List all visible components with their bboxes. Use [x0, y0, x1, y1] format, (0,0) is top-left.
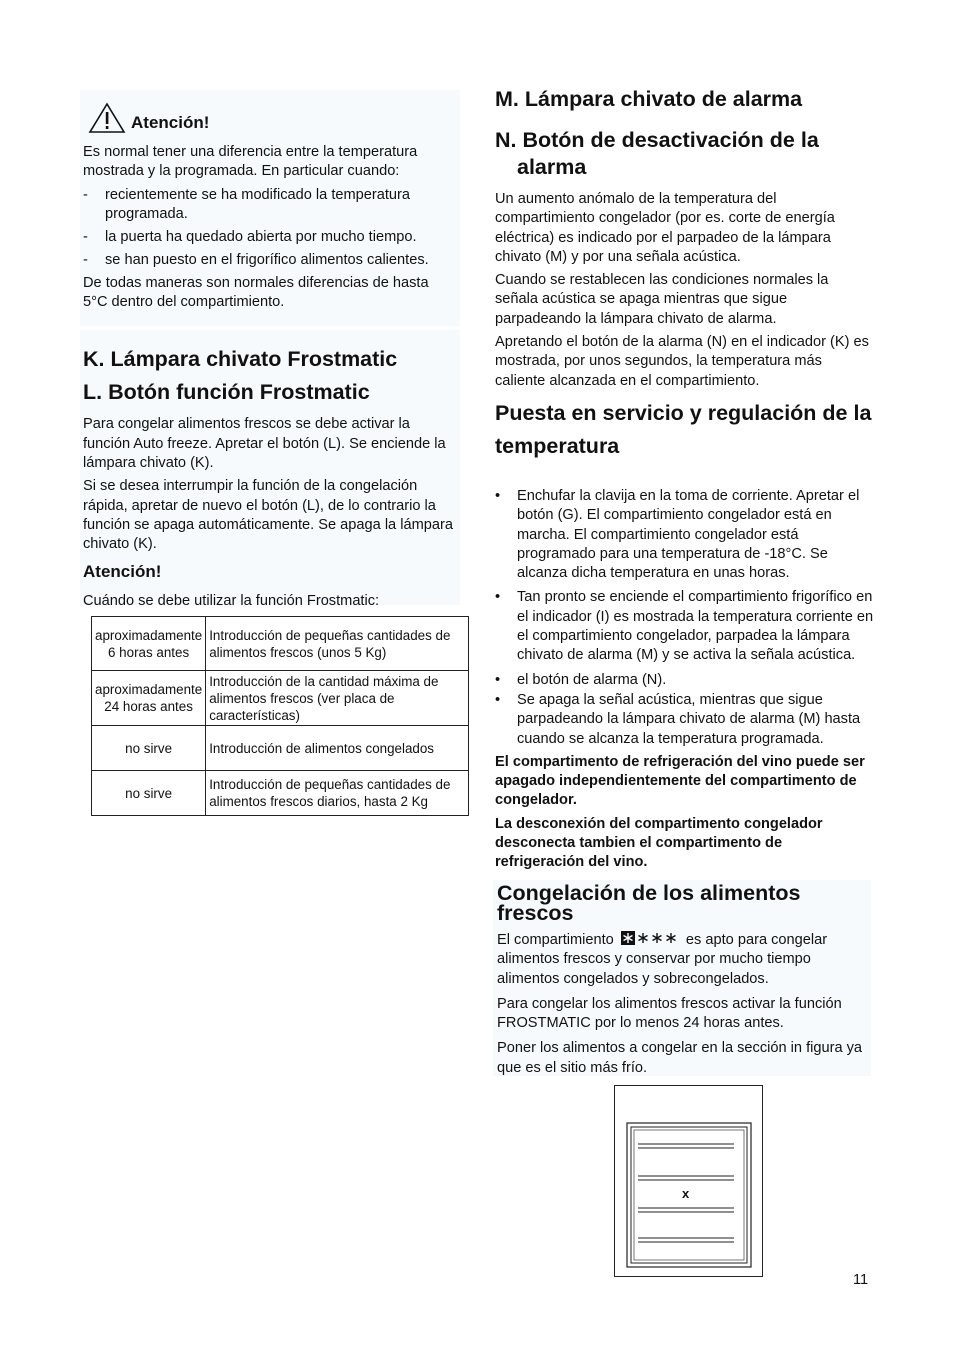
freezer-figure [614, 1085, 763, 1277]
table-cell: no sirve [92, 726, 206, 771]
list-item: - la puerta ha quedado abierta por mucho tiempo. [83, 229, 417, 246]
wine-note-2: La desconexión del compartimento congelador desconecta tambien el compartimento de refrigeración del vino. [495, 815, 823, 871]
heading-m: M. Lámpara chivato de alarma [495, 87, 803, 111]
frostmatic-table [91, 616, 469, 816]
wine-note-1: El compartimento de refrigeración del vino puede ser apagado independientemente del compartimento de congelador. [495, 753, 865, 809]
attention-2-title: Atención! [83, 562, 162, 582]
table-cell: Introducción de alimentos congelados [206, 726, 469, 771]
list-item: • Tan pronto se enciende el compartimiento frigorífico en el indicador (I) es mostrada la temperatura corriente en el compartimiento congelador, parpadea la lámpara chivato de alarma (M) y se activa la señala acústica. [495, 589, 874, 664]
congelacion-para-2: Para congelar los alimentos frescos activar la función FROSTMATIC por lo menos 24 horas antes. [497, 995, 842, 1032]
list-item: • Enchufar la clavija en la toma de corriente. Apretar el botón (G). El compartimiento congelador está en marcha. El compartimiento congelador está programado para una temperatura de -18°C. Se alcanza dicha temperatura en unas horas. [495, 487, 860, 582]
table-cell: aproximadamente 24 horas antes [92, 671, 206, 726]
attention-list [83, 186, 455, 271]
attention-title: Atención! [131, 113, 210, 132]
list-item: - se han puesto en el frigorífico alimentos calientes. [83, 252, 429, 269]
four-star-freezer-icon [621, 931, 679, 945]
figure-mark: x [682, 1186, 690, 1201]
heading-congelacion: Congelación de los alimentos frescos [497, 881, 801, 925]
frostmatic-para-2: Si se desea interrumpir la función de la congelación rápida, apretar de nuevo el botón (L), de lo contrario la función se apaga automáticamente. Se apaga la lámpara chivato (K). [83, 478, 453, 553]
right-column [495, 86, 875, 873]
alarm-para-3: Apretando el botón de la alarma (N) en el indicador (K) es mostrada, por unos segundos, la temperatura más caliente alcanzada en el compartimiento. [495, 334, 869, 389]
startup-list [495, 487, 875, 749]
congelacion-section [497, 883, 869, 1078]
attention-heading [83, 98, 455, 134]
alarm-para-2: Cuando se restablecen las condiciones normales la señala acústica se apaga mientras que sigue parpadeando la lámpara chivato de alarma. [495, 272, 829, 327]
table-cell: no sirve [92, 771, 206, 816]
heading-l: L. Botón función Frostmatic [83, 380, 370, 405]
table-cell: Introducción de pequeñas cantidades de alimentos frescos (unos 5 Kg) [206, 617, 469, 671]
frostmatic-para-1: Para congelar alimentos frescos se debe activar la función Auto freeze. Apretar el botón (L). Se enciende la lámpara chivato (K). [83, 416, 446, 471]
heading-n: N. Botón de desactivación de la alarma [495, 128, 819, 179]
list-item: • Se apaga la señal acústica, mientras que sigue parpadeando la lámpara chivato de alarma (M) hasta cuando se alcanza la temperatura programada. [495, 691, 861, 747]
table-cell: Introducción de pequeñas cantidades de alimentos frescos diarios, hasta 2 Kg [206, 771, 469, 816]
table-cell: aproximadamente 6 horas antes [92, 617, 206, 671]
table-row [92, 726, 469, 771]
congelacion-para-3: Poner los alimentos a congelar en la sección in figura ya que es el sitio más frío. [497, 1040, 863, 1076]
table-row [92, 671, 469, 726]
left-column [83, 98, 455, 612]
warning-icon [88, 102, 126, 134]
table-row [92, 617, 469, 671]
alarm-para-1: Un aumento anómalo de la temperatura del compartimiento congelador (por es. corte de energía eléctrica) es indicado por el parpadeo de la lámpara chivato (M) y por una señala acústica. [495, 191, 835, 265]
heading-k: K. Lámpara chivato Frostmatic [83, 347, 398, 372]
attention-2-text: Cuándo se debe utilizar la función Frostmatic: [83, 593, 380, 610]
list-item: • el botón de alarma (N). [495, 671, 667, 688]
list-item: - recientemente se ha modificado la temperatura programada. [83, 186, 411, 222]
heading-puesta: Puesta en servicio y regulación de la temperatura [495, 400, 872, 458]
table-cell: Introducción de la cantidad máxima de alimentos frescos (ver placa de características) [206, 671, 469, 726]
freezer-drawing [615, 1086, 762, 1276]
page-number: 11 [853, 1272, 869, 1288]
attention-intro: Es normal tener una diferencia entre la temperatura mostrada y la programada. En particular cuando: [83, 144, 418, 180]
table-row [92, 771, 469, 816]
congelacion-para-1: El compartimiento es apto para congelar alimentos frescos y conservar por mucho tiempo alimentos congelados y sobrecongelados. [497, 932, 828, 987]
attention-outro: De todas maneras son normales diferencias de hasta 5°C dentro del compartimiento. [83, 274, 429, 311]
